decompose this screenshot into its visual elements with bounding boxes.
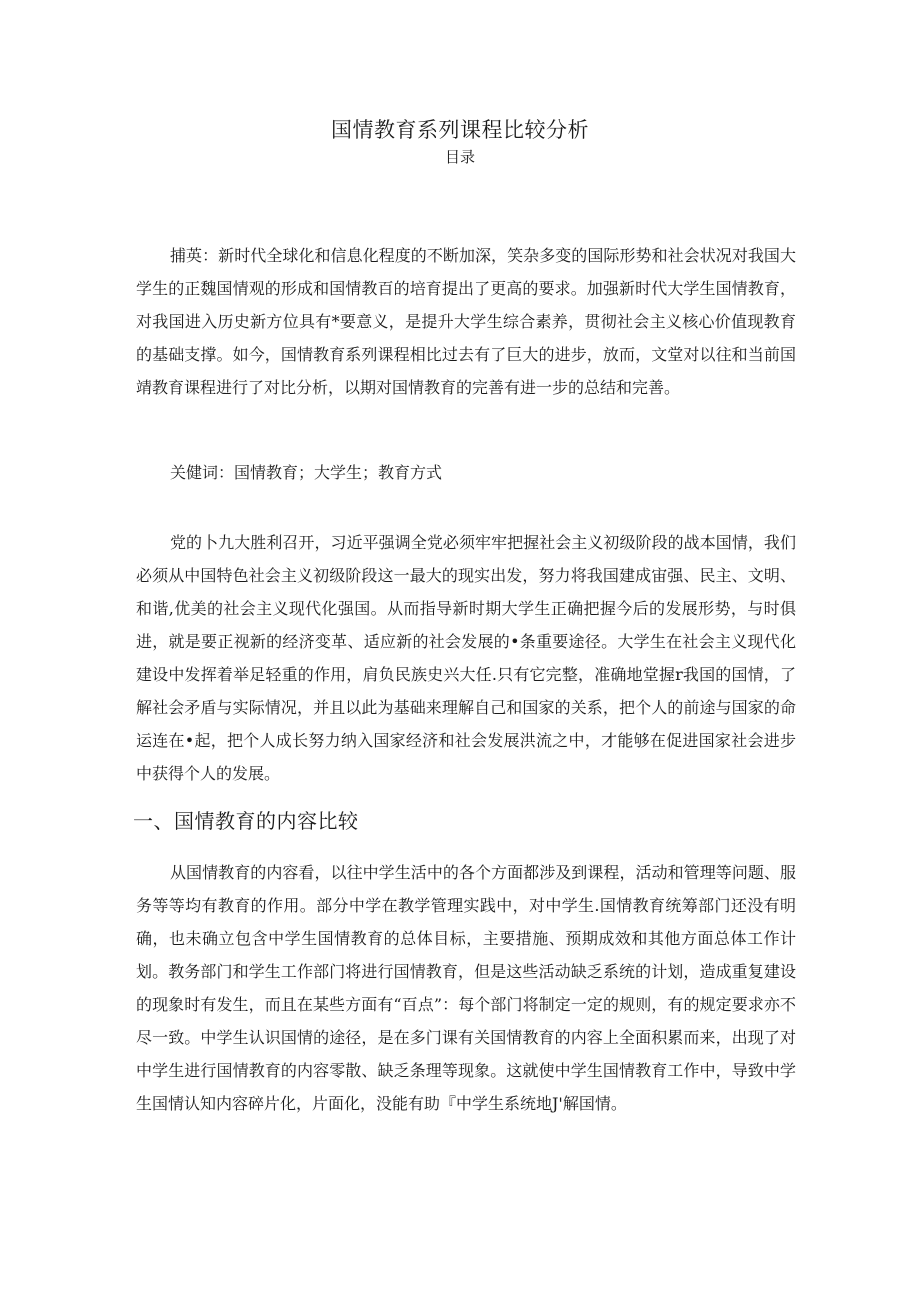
intro-paragraph: 党的卜九大胜利召开，习近平强调全党必须牢牢把握社会主义初级阶段的战本国情，我们必须从中国特色社会主义初级阶段这一最大的现实出发，努力将我国建成宙强、民主、文明、和谐,优美的社会主义现代化强国。从而指导新时期大学生正确把握今后的发展形势，与时俱进，就是要正视新的经济变革、适应新的社会发展的•条重要途径。大学生在社会主义现代化建设中发挥着举足轻重的作用，肩负民族史兴大任.只有它完整，准确地堂握r我国的国情，了解社会矛盾与实际情况，并且以此为基础来理解自己和国家的关系，把个人的前途与国家的命运连在•起，把个人成长努力纳入国家经济和社会发展洪流之中，才能够在促进国家社会进步中获得个人的发展。	[136, 533, 796, 783]
toc-label: 目录	[444, 148, 475, 166]
section-1-paragraph: 从国情教育的内容看，以往中学生活中的各个方面都涉及到课程，活动和管理等问题、服务等等均有教育的作用。部分中学在教学管理实践中，对中学生.国情教育统筹部门还没有明确，也未确立包含中学生国情教育的总体目标，主要措施、预期成效和其他方面总体工作计划。教务部门和学生工作部门将进行国情教育，但是这些活动缺乏系统的计划，造成重复建设的现象时有发生，而且在某些方面有“百点”：每个部门将制定一定的规则，有的规定要求亦不尽一致。中学生认识国情的途径，是在多门课有关国情教育的内容上全面积累而来，出现了对中学生进行国情教育的内容零散、缺乏条理等现象。这就使中学生国情教育工作中，导致中学生国情认知内容碎片化，片面化，没能有助『中学生系统地J'解国情。	[136, 863, 796, 1113]
section-1-heading: 一、国情教育的内容比较	[133, 809, 359, 833]
document-title: 国情教育系列课程比较分析	[331, 118, 589, 142]
abstract-paragraph: 捕英：新时代全球化和信息化程度的不断加深，笑杂多变的国际形势和社会状况对我国大学生的正魏国情观的形成和国情教百的培育提出了更高的要求。加强新时代大学生国情教育，对我国进入历史新方位具有*要意义，是提升大学生综合素养，贯彻社会主义核心价值现教育的基础支撑。如今，国情教育系列课程相比过去有了巨大的进步，放而，文堂对以往和当前国靖教育课程进行了对比分析，以期对国情教育的完善有进一步的总结和完善。	[136, 246, 796, 397]
keywords-line: 关健词：国情教育；大学生；教育方式	[170, 463, 443, 482]
